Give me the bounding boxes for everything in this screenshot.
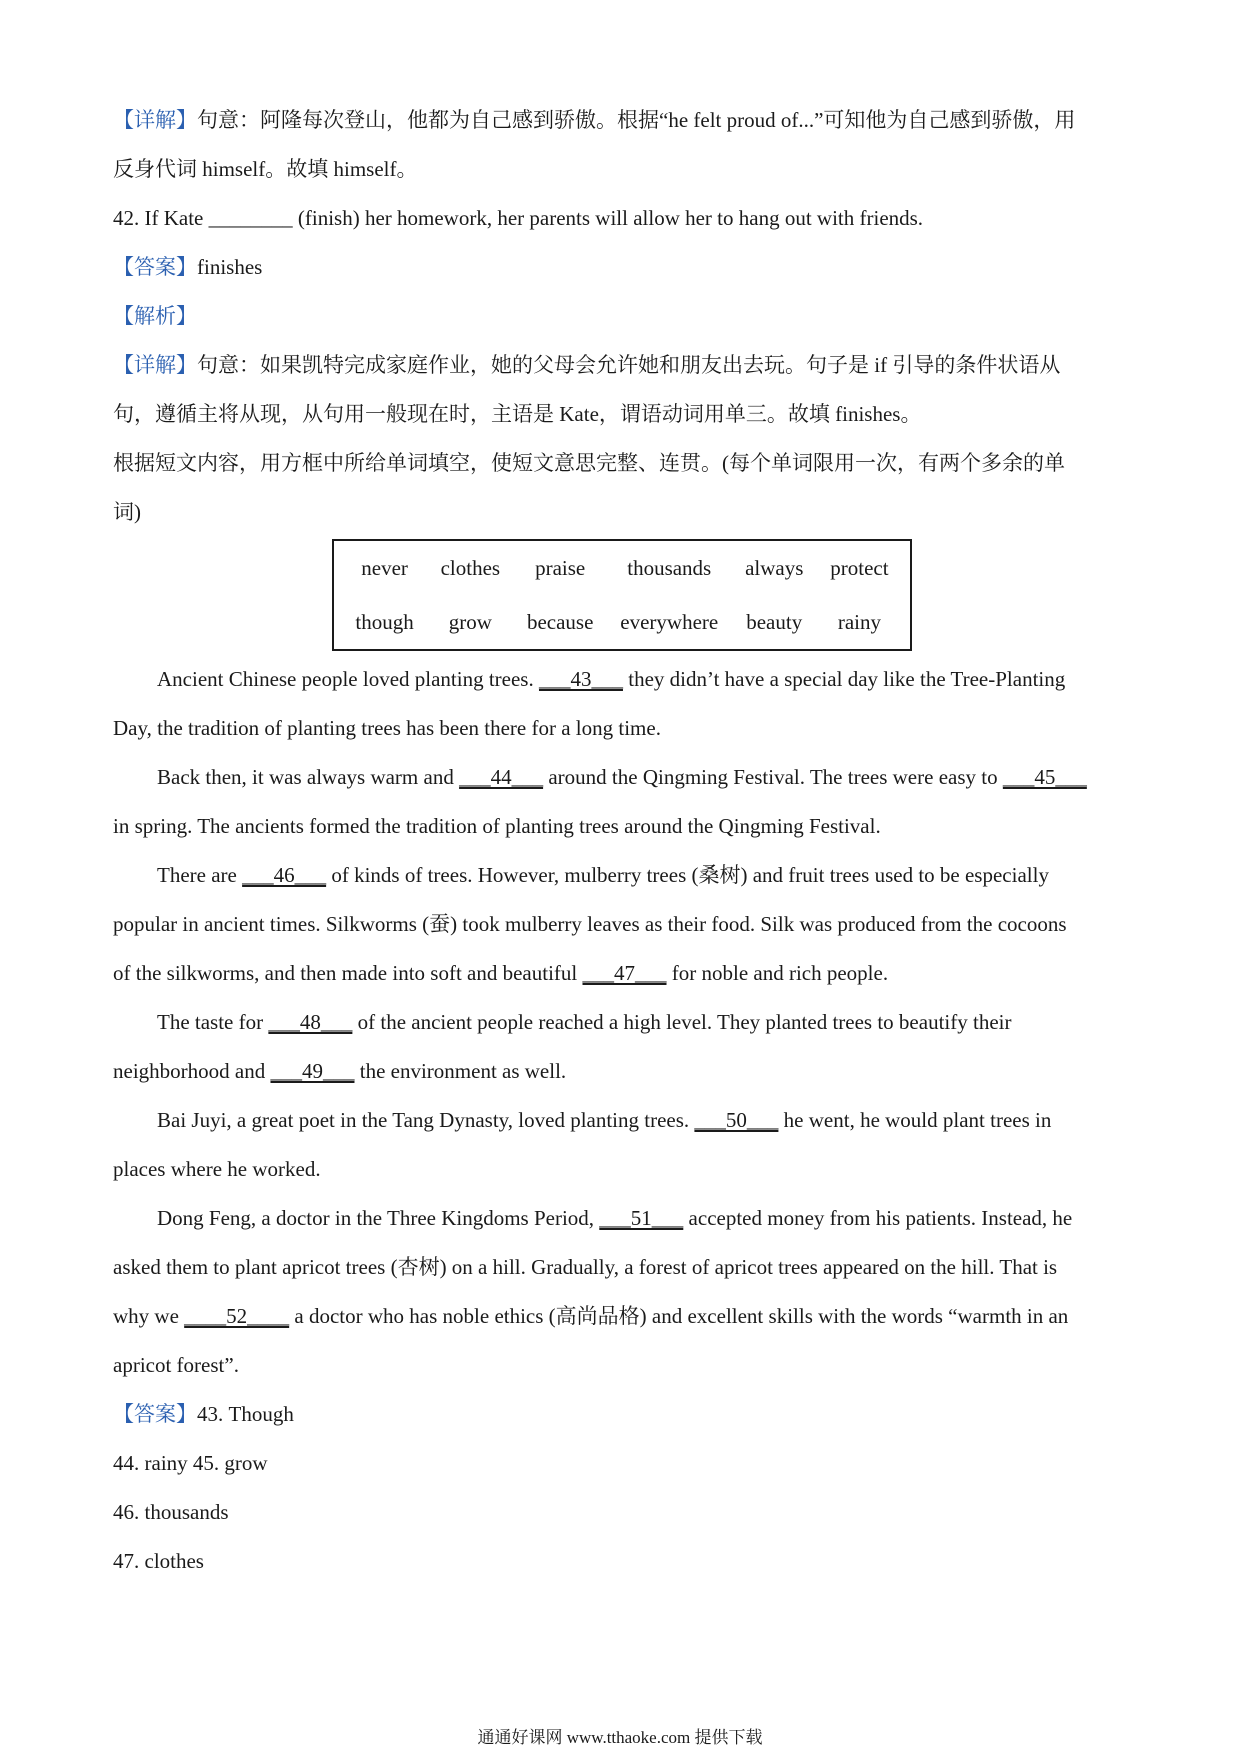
answer-line — [113, 1537, 1128, 1586]
intro-section — [113, 96, 1128, 537]
line-text: 根据短文内容，用方框中所给单词填空，使短文意思完整、连贯。(每个单词限用一次，有两个多余的单 — [113, 451, 1065, 475]
answer-blank: ___47___ — [582, 961, 667, 985]
section-label: 【详解】 — [113, 353, 197, 377]
passage-line — [113, 851, 1128, 900]
line-text: finishes — [197, 255, 263, 279]
section-label: 【解析】 — [113, 304, 197, 328]
text-line — [113, 488, 1128, 537]
passage-line — [113, 655, 1128, 704]
line-text: 句意：阿隆每次登山，他都为自己感到骄傲。根据“he felt proud of...”可知他为自己感到骄傲，用 — [197, 108, 1076, 132]
text-line — [113, 96, 1128, 145]
word-box-item: rainy — [837, 609, 881, 634]
word-box-item: beauty — [746, 609, 803, 634]
word-box-item: always — [745, 555, 804, 580]
word-box-item: everywhere — [620, 609, 719, 634]
passage-line — [113, 1194, 1128, 1243]
line-text: 46. thousands — [113, 1500, 229, 1524]
passage-section — [113, 655, 1128, 1390]
word-box-item: never — [361, 555, 408, 580]
passage-text: a doctor who has noble ethics (高尚品格) and excellent skills with the words “warmth in an — [289, 1304, 1069, 1328]
answer-blank: ___48___ — [268, 1010, 353, 1034]
text-line — [113, 145, 1128, 194]
passage-text: Dong Feng, a doctor in the Three Kingdoms Period, — [157, 1206, 600, 1230]
passage-line — [113, 802, 1128, 851]
word-box-item: protect — [830, 555, 889, 580]
passage-text: in spring. The ancients formed the tradition of planting trees around the Qingming Festival. — [113, 814, 881, 838]
line-text: 42. If Kate ________ (finish) her homework, her parents will allow her to hang out with friends. — [113, 206, 924, 230]
word-box-item: clothes — [440, 555, 501, 580]
passage-line — [113, 998, 1128, 1047]
line-text: 句意：如果凯特完成家庭作业，她的父母会允许她和朋友出去玩。句子是 if 引导的条件状语从 — [197, 353, 1061, 377]
word-box-item: thousands — [627, 555, 712, 580]
passage-text: Ancient Chinese people loved planting trees. — [157, 667, 539, 691]
answer-blank: ____52____ — [184, 1304, 290, 1328]
passage-line — [113, 1096, 1128, 1145]
passage-line — [113, 1341, 1128, 1390]
passage-line — [113, 1047, 1128, 1096]
text-line — [113, 439, 1128, 488]
passage-line — [113, 949, 1128, 998]
passage-line — [113, 1243, 1128, 1292]
section-label: 【答案】 — [113, 1402, 197, 1426]
word-box-item: though — [355, 609, 414, 634]
passage-text: he went, he would plant trees in — [778, 1108, 1052, 1132]
page-footer: 通通好课网 www.tthaoke.com 提供下载 — [477, 1728, 763, 1747]
word-box-item: grow — [448, 609, 492, 634]
passage-text: accepted money from his patients. Instead, he — [683, 1206, 1073, 1230]
passage-line — [113, 900, 1128, 949]
answer-blank: ___43___ — [538, 667, 623, 691]
answer-line — [113, 1390, 1128, 1439]
word-box — [332, 539, 912, 651]
text-line — [113, 243, 1128, 292]
passage-text: Back then, it was always warm and — [157, 765, 460, 789]
page-content — [113, 96, 1128, 1586]
passage-line — [113, 1145, 1128, 1194]
line-text: 词) — [113, 500, 141, 524]
line-text: 43. Though — [197, 1402, 294, 1426]
passage-text: places where he worked. — [113, 1157, 321, 1181]
line-text: 反身代词 himself。故填 himself。 — [113, 157, 418, 181]
word-box-item: because — [526, 609, 594, 634]
passage-text: Day, the tradition of planting trees has been there for a long time. — [113, 716, 661, 740]
line-text: 44. rainy 45. grow — [113, 1451, 268, 1475]
passage-text: for noble and rich people. — [666, 961, 889, 985]
passage-text: around the Qingming Festival. The trees were easy to — [543, 765, 1003, 789]
passage-text: apricot forest”. — [113, 1353, 239, 1377]
passage-text: popular in ancient times. Silkworms (蚕) took mulberry leaves as their food. Silk was produced from the cocoons — [113, 912, 1067, 936]
answer-blank: ___46___ — [242, 863, 327, 887]
passage-text: neighborhood and — [113, 1059, 271, 1083]
text-line — [113, 194, 1128, 243]
section-label: 【详解】 — [113, 108, 197, 132]
text-line — [113, 390, 1128, 439]
answer-blank: ___44___ — [459, 765, 544, 789]
passage-text: Bai Juyi, a great poet in the Tang Dynasty, loved planting trees. — [157, 1108, 695, 1132]
passage-line — [113, 753, 1128, 802]
passage-text: There are — [157, 863, 243, 887]
section-label: 【答案】 — [113, 255, 197, 279]
answers-section — [113, 1390, 1128, 1586]
answer-line — [113, 1488, 1128, 1537]
line-text: 47. clothes — [113, 1549, 204, 1573]
passage-text: of the silkworms, and then made into soft and beautiful — [113, 961, 583, 985]
passage-text: asked them to plant apricot trees (杏树) on a hill. Gradually, a forest of apricot trees appeared on the hill. That is — [113, 1255, 1058, 1279]
text-line — [113, 292, 1128, 341]
answer-blank: ___49___ — [270, 1059, 355, 1083]
word-box-item: praise — [535, 555, 586, 580]
passage-line — [113, 1292, 1128, 1341]
answer-blank: ___45___ — [1002, 765, 1087, 789]
passage-text: why we — [113, 1304, 185, 1328]
answer-line — [113, 1439, 1128, 1488]
passage-text: the environment as well. — [354, 1059, 567, 1083]
passage-text: of kinds of trees. However, mulberry trees (桑树) and fruit trees used to be especially — [326, 863, 1049, 887]
answer-blank: ___51___ — [599, 1206, 684, 1230]
passage-text: they didn’t have a special day like the Tree-Planting — [622, 667, 1066, 691]
answer-blank: ___50___ — [694, 1108, 779, 1132]
line-text: 句，遵循主将从现，从句用一般现在时，主语是 Kate，谓语动词用单三。故填 finishes。 — [113, 402, 922, 426]
passage-text: of the ancient people reached a high level. They planted trees to beautify their — [352, 1010, 1012, 1034]
text-line — [113, 341, 1128, 390]
passage-line — [113, 704, 1128, 753]
passage-text: The taste for — [157, 1010, 269, 1034]
